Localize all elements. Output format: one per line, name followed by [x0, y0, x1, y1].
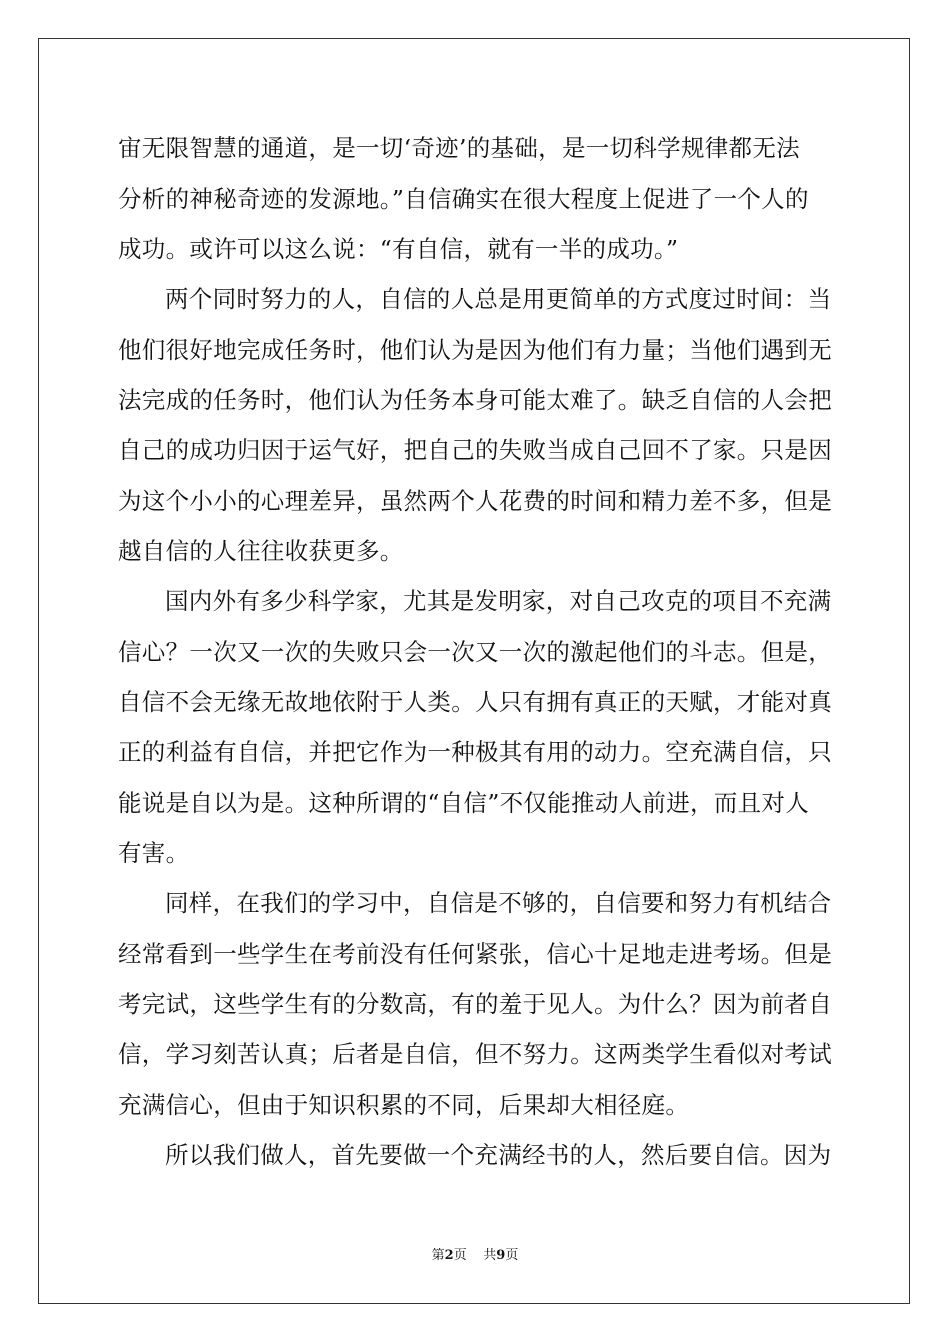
page-number: 2 [444, 1248, 454, 1263]
text-line: 为这个小小的心理差异，虽然两个人花费的时间和精力差不多，但是 [118, 487, 832, 515]
text-line: 分析的神秘奇迹的发源地。”自信确实在很大程度上促进了一个人的 [118, 185, 809, 213]
text-line: 成功。或许可以这么说：“有自信，就有一半的成功。” [118, 235, 679, 263]
text-line: 他们很好地完成任务时，他们认为是因为他们有力量；当他们遇到无 [118, 336, 832, 364]
total-label-prefix: 共 [483, 1248, 497, 1263]
total-label-suffix: 页 [505, 1248, 519, 1263]
text-line: 信心？一次又一次的失败只会一次又一次的激起他们的斗志。但是， [118, 638, 832, 666]
text-line: 考完试，这些学生有的分数高，有的羞于见人。为什么？因为前者自 [118, 990, 832, 1018]
text-line: 能说是自以为是。这种所谓的“自信”不仅能推动人前进，而且对人 [118, 789, 810, 817]
page-label-prefix: 第 [431, 1248, 445, 1263]
text-line: 经常看到一些学生在考前没有任何紧张，信心十足地走进考场。但是 [118, 940, 832, 968]
text-line: 越自信的人往往收获更多。 [118, 537, 404, 565]
text-line: 信，学习刻苦认真；后者是自信，但不努力。这两类学生看似对考试 [118, 1040, 832, 1068]
text-line: 宙无限智慧的通道，是一切‘奇迹’的基础，是一切科学规律都无法 [118, 134, 800, 162]
page-footer [0, 1247, 950, 1265]
paragraph-first-line: 同样，在我们的学习中，自信是不够的，自信要和努力有机结合 [165, 889, 832, 917]
text-line: 正的利益有自信，并把它作为一种极其有用的动力。空充满自信，只 [118, 738, 832, 766]
text-line: 有害。 [118, 839, 190, 867]
paragraph-first-line: 国内外有多少科学家，尤其是发明家，对自己攻克的项目不充满 [165, 587, 832, 615]
total-pages: 9 [496, 1248, 506, 1263]
text-line: 法完成的任务时，他们认为任务本身可能太难了。缺乏自信的人会把 [118, 386, 832, 414]
text-line: 自信不会无缘无故地依附于人类。人只有拥有真正的天赋，才能对真 [118, 688, 832, 716]
text-line: 充满信心，但由于知识积累的不同，后果却大相径庭。 [118, 1091, 690, 1119]
paragraph-first-line: 两个同时努力的人，自信的人总是用更简单的方式度过时间：当 [165, 285, 832, 313]
text-line: 自己的成功归因于运气好，把自己的失败当成自己回不了家。只是因 [118, 436, 832, 464]
paragraph-first-line: 所以我们做人，首先要做一个充满经书的人，然后要自信。因为 [165, 1141, 832, 1169]
page-label-suffix: 页 [453, 1248, 467, 1263]
